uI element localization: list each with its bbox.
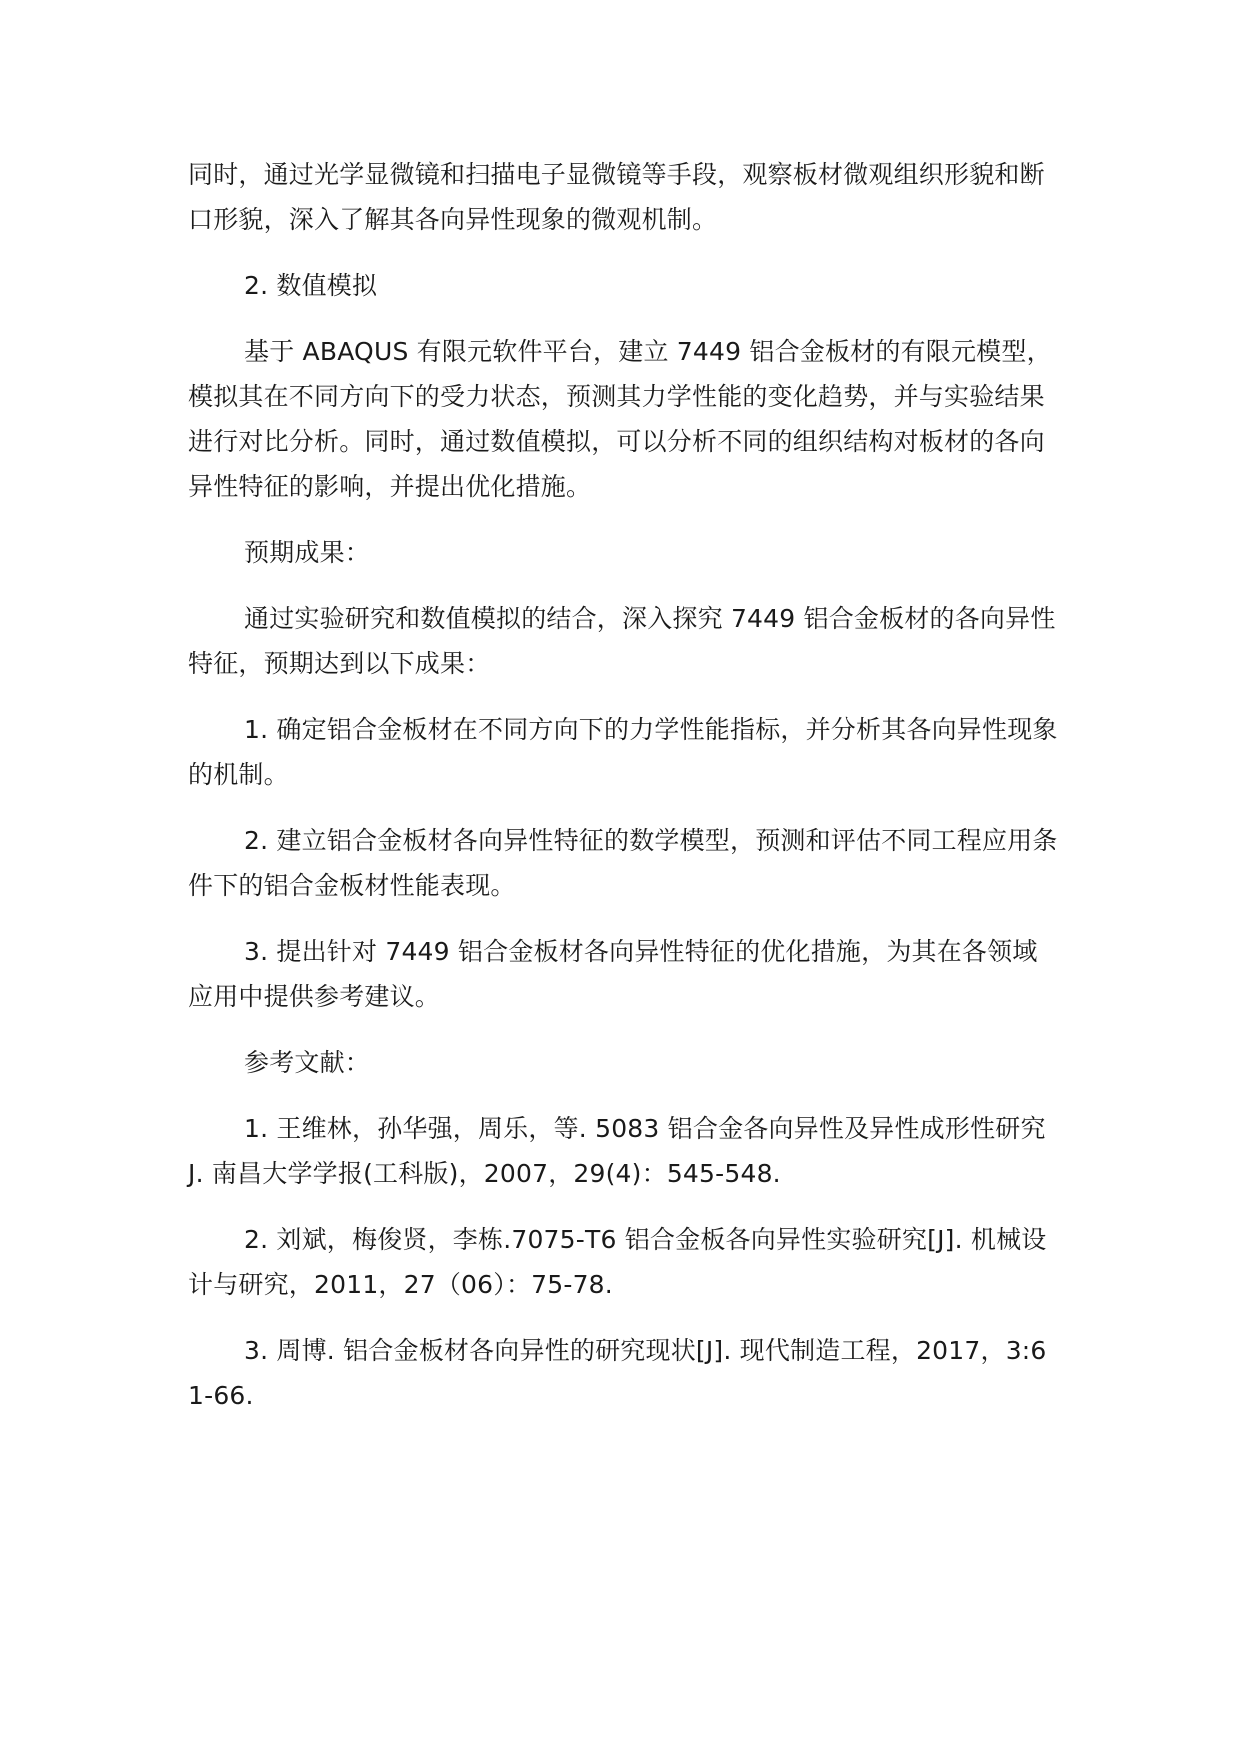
document-body	[188, 152, 1058, 1439]
section-heading-numerical-simulation: 2. 数值模拟	[244, 271, 378, 300]
reference-item-2: 2. 刘斌，梅俊贤，李栋.7075-T6 铝合金板各向异性实验研究[J]. 机械设计与研究，2011，27（06）：75-78.	[188, 1225, 1047, 1299]
paragraph-microstructure: 同时，通过光学显微镜和扫描电子显微镜等手段，观察板材微观组织形貌和断口形貌，深入了解其各向异性现象的微观机制。	[188, 160, 1045, 234]
reference-item-1: 1. 王维林，孙华强，周乐，等. 5083 铝合金各向异性及异性成形性研究 J. 南昌大学学报(工科版)，2007，29(4)：545-548.	[188, 1114, 1046, 1188]
reference-item-3: 3. 周博. 铝合金板材各向异性的研究现状[J]. 现代制造工程，2017，3:61-66.	[188, 1336, 1047, 1410]
paragraph-expected-intro: 通过实验研究和数值模拟的结合，深入探究 7449 铝合金板材的各向异性特征，预期达到以下成果：	[188, 604, 1056, 678]
paragraph-abaqus-model: 基于 ABAQUS 有限元软件平台，建立 7449 铝合金板材的有限元模型，模拟其在不同方向下的受力状态，预测其力学性能的变化趋势，并与实验结果进行对比分析。同时，通过数值模拟，可以分析不同的组织结构对板材的各向异性特征的影响，并提出优化措施。	[188, 337, 1052, 501]
expected-result-item-2: 2. 建立铝合金板材各向异性特征的数学模型，预测和评估不同工程应用条件下的铝合金板材性能表现。	[188, 826, 1058, 900]
expected-result-item-3: 3. 提出针对 7449 铝合金板材各向异性特征的优化措施，为其在各领域应用中提供参考建议。	[188, 937, 1038, 1011]
section-heading-references: 参考文献：	[244, 1048, 371, 1077]
expected-result-item-1: 1. 确定铝合金板材在不同方向下的力学性能指标，并分析其各向异性现象的机制。	[188, 715, 1058, 789]
section-heading-expected-results: 预期成果：	[244, 538, 371, 567]
